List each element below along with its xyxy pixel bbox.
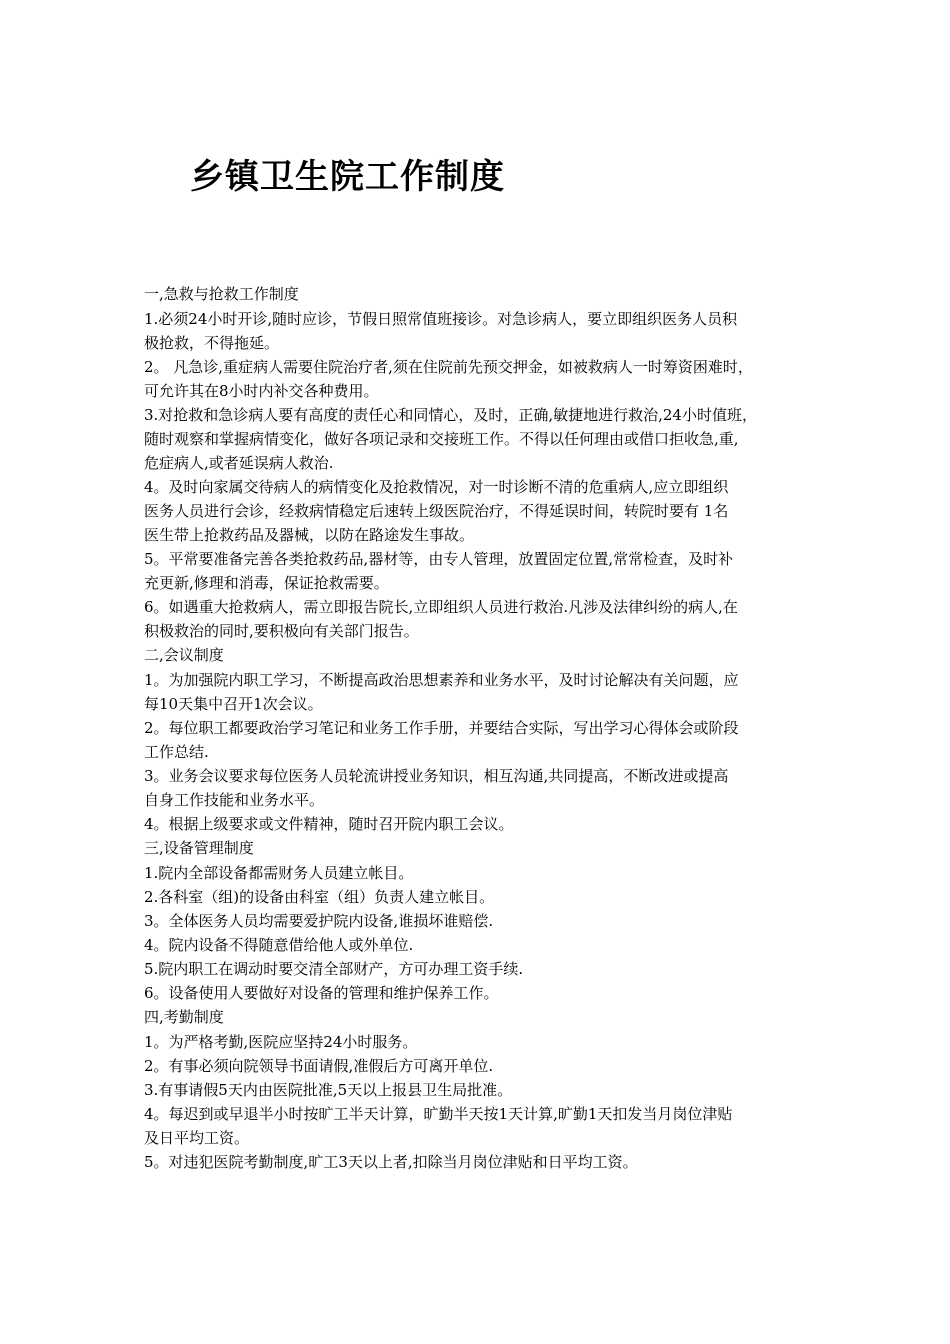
clause-line: 极抢救，不得拖延。 — [144, 334, 280, 352]
clause-line: 随时观察和掌握病情变化，做好各项记录和交接班工作。不得以任何理由或借口拒收急,重, — [144, 430, 739, 448]
clause-item — [144, 668, 814, 716]
section-1 — [144, 282, 814, 643]
clause-item — [144, 1054, 814, 1078]
clause-item — [144, 403, 814, 475]
clause-line: 及日平均工资。 — [144, 1129, 250, 1147]
clause-line: 6。如遇重大抢救病人，需立即报告院长,立即组织人员进行救治.凡涉及法律纠纷的病人,在 — [144, 598, 738, 616]
clause-line: 2。有事必须向院领导书面请假,准假后方可离开单位. — [144, 1057, 494, 1075]
clause-item — [144, 1078, 814, 1102]
clause-item — [144, 547, 814, 595]
clause-line: 3.对抢救和急诊病人要有高度的责任心和同情心，及时，正确,敏捷地进行救治,24小时值班， — [144, 406, 757, 424]
clause-item — [144, 1102, 814, 1150]
clause-line: 5。平常要准备完善各类抢救药品,器材等，由专人管理，放置固定位置,常常检查，及时补 — [144, 550, 734, 568]
clause-line: 1.院内全部设备都需财务人员建立帐目。 — [144, 864, 414, 882]
clause-line: 4。及时向家属交待病人的病情变化及抢救情况，对一时诊断不清的危重病人,应立即组织 — [144, 478, 729, 496]
clause-line: 医生带上抢救药品及器械，以防在路途发生事故。 — [144, 526, 475, 544]
clause-item — [144, 885, 814, 909]
clause-line: 3.有事请假5天内由医院批准,5天以上报县卫生局批准。 — [144, 1081, 513, 1099]
clause-line: 4。院内设备不得随意借给他人或外单位. — [144, 936, 414, 954]
clause-line: 4。每迟到或早退半小时按旷工半天计算，旷勤半天按1天计算,旷勤1天扣发当月岗位津贴 — [144, 1105, 733, 1123]
section-4 — [144, 1005, 814, 1174]
clause-item — [144, 1150, 814, 1174]
clause-item — [144, 861, 814, 885]
section-2 — [144, 643, 814, 836]
page-title: 乡镇卫生院工作制度 — [190, 157, 505, 197]
clause-item — [144, 909, 814, 933]
section-heading: 四,考勤制度 — [144, 1008, 224, 1026]
clause-line: 6。设备使用人要做好对设备的管理和维护保养工作。 — [144, 984, 499, 1002]
clause-line: 工作总结. — [144, 743, 209, 761]
clause-line: 4。根据上级要求或文件精神，随时召开院内职工会议。 — [144, 815, 514, 833]
clause-line: 2.各科室（组)的设备由科室（组）负责人建立帐目。 — [144, 888, 495, 906]
clause-item — [144, 595, 814, 643]
section-heading: 三,设备管理制度 — [144, 839, 254, 857]
clause-line: 1.必须24小时开诊,随时应诊，节假日照常值班接诊。对急诊病人，要立即组织医务人员积 — [144, 310, 738, 328]
section-3 — [144, 836, 814, 1005]
clause-line: 1。为严格考勤,医院应坚持24小时服务。 — [144, 1033, 418, 1051]
clause-line: 危症病人,或者延误病人救治. — [144, 454, 334, 472]
clause-line: 3。业务会议要求每位医务人员轮流讲授业务知识，相互沟通,共同提高，不断改进或提高 — [144, 767, 729, 785]
clause-item — [144, 933, 814, 957]
clause-item — [144, 307, 814, 355]
clause-line: 5.院内职工在调动时要交清全部财产，方可办理工资手续. — [144, 960, 524, 978]
clause-line: 充更新,修理和消毒，保证抢救需要。 — [144, 574, 389, 592]
clause-item — [144, 764, 814, 812]
clause-line: 自身工作技能和业务水平。 — [144, 791, 325, 809]
document-body — [144, 282, 814, 1174]
clause-item — [144, 1030, 814, 1054]
clause-line: 5。对违犯医院考勤制度,旷工3天以上者,扣除当月岗位津贴和日平均工资。 — [144, 1153, 638, 1171]
clause-line: 可允许其在8小时内补交各种费用。 — [144, 382, 379, 400]
clause-line: 2。每位职工都要政治学习笔记和业务工作手册，并要结合实际，写出学习心得体会或阶段 — [144, 719, 739, 737]
clause-line: 医务人员进行会诊，经救病情稳定后速转上级医院治疗，不得延误时间，转院时要有 1名 — [144, 502, 729, 520]
clause-item — [144, 475, 814, 547]
clause-item — [144, 812, 814, 836]
clause-line: 2。 凡急诊,重症病人需要住院治疗者,须在住院前先预交押金，如被救病人一时筹资困难时， — [144, 358, 753, 376]
clause-line: 每10天集中召开1次会议。 — [144, 695, 323, 713]
clause-item — [144, 355, 814, 403]
clause-item — [144, 716, 814, 764]
clause-line: 1。为加强院内职工学习，不断提高政治思想素养和业务水平，及时讨论解决有关问题，应 — [144, 671, 739, 689]
clause-line: 积极救治的同时,要积极向有关部门报告。 — [144, 622, 419, 640]
clause-item — [144, 957, 814, 981]
section-heading: 一,急救与抢救工作制度 — [144, 285, 299, 303]
clause-item — [144, 981, 814, 1005]
section-heading: 二,会议制度 — [144, 646, 224, 664]
clause-line: 3。全体医务人员均需要爱护院内设备,谁损坏谁赔偿. — [144, 912, 494, 930]
